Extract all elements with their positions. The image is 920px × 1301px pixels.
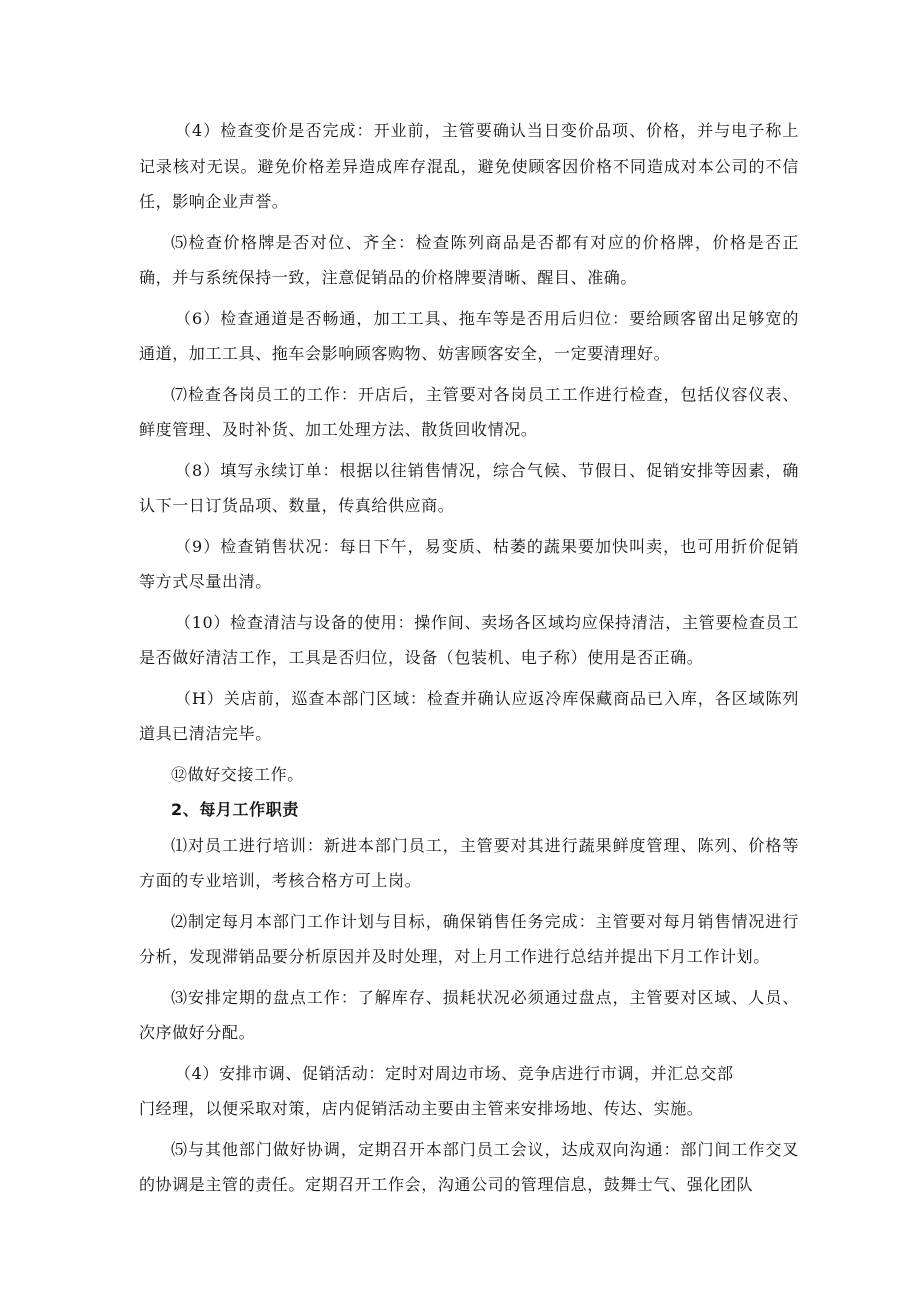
document-body xyxy=(139,113,799,1203)
monthly-item-2: ⑵制定每月本部门工作计划与目标，确保销售任务完成：主管要对每月销售情况进行分析，发现滞销品要分析原因并及时处理，对上月工作进行总结并提出下月工作计划。 xyxy=(139,911,799,966)
paragraph-item-4: （4）检查变价是否完成：开业前，主管要确认当日变价品项、价格，并与电子称上记录核对无误。避免价格差异造成库存混乱，避免使顾客因价格不同造成对本公司的不信任，影响企业声誉。 xyxy=(139,121,799,211)
monthly-item-1: ⑴对员工进行培训：新进本部门员工，主管要对其进行蔬果鲜度管理、陈列、价格等方面的专业培训，考核合格方可上岗。 xyxy=(139,835,799,890)
paragraph-item-5: ⑸检查价格牌是否对位、齐全：检查陈列商品是否都有对应的价格牌，价格是否正确，并与系统保持一致，注意促销品的价格牌要清晰、醒目、准确。 xyxy=(139,232,799,287)
monthly-item-5: ⑸与其他部门做好协调，定期召开本部门员工会议，达成双向沟通：部门间工作交叉的协调是主管的责任。定期召开工作会，沟通公司的管理信息，鼓舞士气、强化团队 xyxy=(139,1139,799,1194)
paragraph-item-12: ⑫做好交接工作。 xyxy=(171,764,304,784)
paragraph-item-10: （10）检查清洁与设备的使用：操作间、卖场各区域均应保持清洁，主管要检查员工是否做好清洁工作，工具是否归位，设备（包装机、电子称）使用是否正确。 xyxy=(139,612,799,667)
paragraph-item-6: （6）检查通道是否畅通，加工工具、拖车等是否用后归位：要给顾客留出足够宽的通道，加工工具、拖车会影响顾客购物、妨害顾客安全，一定要清理好。 xyxy=(139,308,799,363)
paragraph-item-11: （H）关店前，巡查本部门区域：检查并确认应返冷库保藏商品已入库，各区域陈列道具已清洁完毕。 xyxy=(139,688,799,743)
section-heading-monthly-duties: 2、每月工作职责 xyxy=(171,800,299,819)
paragraph-item-8: （8）填写永续订单：根据以往销售情况，综合气候、节假日、促销安排等因素，确认下一日订货品项、数量，传真给供应商。 xyxy=(139,460,799,515)
paragraph-item-9: （9）检查销售状况：每日下午，易变质、枯萎的蔬果要加快叫卖，也可用折价促销等方式尽量出清。 xyxy=(139,536,799,591)
monthly-item-3: ⑶安排定期的盘点工作：了解库存、损耗状况必须通过盘点，主管要对区域、人员、次序做好分配。 xyxy=(139,987,799,1042)
monthly-item-4-line-1: （4）安排市调、促销活动：定时对周边市场、竞争店进行市调，并汇总交部 xyxy=(175,1063,734,1083)
paragraph-item-7: ⑺检查各岗员工的工作：开店后，主管要对各岗员工工作进行检查，包括仪容仪表、鲜度管理、及时补货、加工处理方法、散货回收情况。 xyxy=(139,384,799,439)
monthly-item-4-line-2: 门经理，以便采取对策，店内促销活动主要由主管来安排场地、传达、实施。 xyxy=(139,1099,704,1118)
